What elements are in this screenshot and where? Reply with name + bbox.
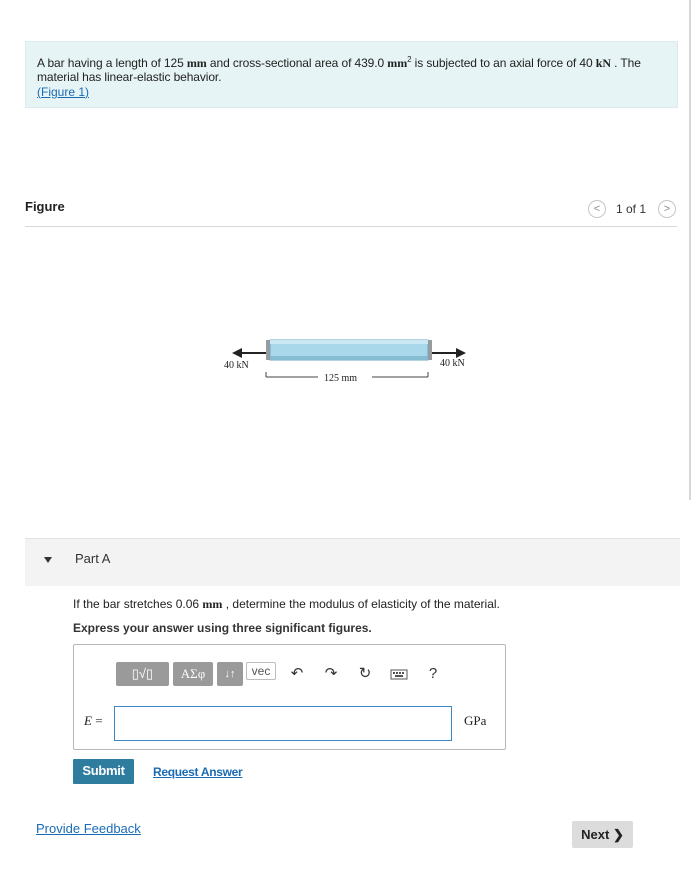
- undo-icon[interactable]: ↶: [290, 665, 304, 682]
- right-arrowhead: [456, 348, 466, 358]
- answer-input[interactable]: [114, 706, 452, 741]
- greek-symbols-button[interactable]: [173, 662, 213, 686]
- unit-mm: mm: [186, 56, 207, 70]
- reset-icon[interactable]: ↻: [358, 665, 372, 682]
- problem-text: [37, 53, 666, 84]
- question-unit: mm: [202, 597, 223, 611]
- answer-box: [73, 644, 506, 750]
- variable-e: E: [84, 713, 92, 728]
- right-force-label: 40 kN: [440, 358, 465, 369]
- chevron-left-icon: <: [593, 203, 601, 215]
- left-force-label: 40 kN: [224, 360, 249, 371]
- arrows-button[interactable]: [217, 662, 243, 686]
- prev-figure-button[interactable]: [588, 200, 606, 218]
- problem-text-part: A bar having a length of 125: [37, 56, 187, 70]
- superscript-2: 2: [407, 55, 412, 64]
- part-title: Part A: [75, 551, 111, 566]
- next-button[interactable]: [572, 821, 633, 848]
- templates-button[interactable]: [116, 662, 169, 686]
- length-label: 125 mm: [324, 373, 358, 384]
- problem-text-part: material has linear-elastic behavior.: [37, 69, 222, 84]
- next-figure-button[interactable]: [658, 200, 676, 218]
- problem-text-part: and cross-sectional area of 439.0: [206, 56, 388, 70]
- collapse-triangle-icon[interactable]: [44, 557, 52, 563]
- templates-icon: ▯√▯: [131, 666, 154, 681]
- keyboard-icon[interactable]: [390, 664, 408, 684]
- provide-feedback-link[interactable]: Provide Feedback: [36, 821, 141, 836]
- redo-icon[interactable]: ↷: [324, 665, 338, 682]
- bar-top-face: [270, 340, 428, 344]
- figure-count: 1 of 1: [616, 202, 647, 216]
- next-label: Next: [581, 827, 610, 842]
- paren-close: ): [85, 85, 90, 99]
- help-icon[interactable]: ?: [428, 665, 438, 682]
- paren-open: (: [37, 85, 41, 99]
- figure-header: [25, 197, 677, 227]
- unit-mm2: mm: [387, 56, 408, 70]
- chevron-right-icon: >: [663, 203, 671, 215]
- unit-kn: kN: [595, 56, 611, 70]
- vec-button[interactable]: [246, 662, 276, 680]
- submit-button[interactable]: Submit: [73, 759, 134, 784]
- bar-bottom-face: [270, 356, 428, 360]
- vec-label: vec: [251, 664, 271, 678]
- problem-text-part: is subjected to an axial force of 40: [411, 56, 596, 70]
- bar-diagram: [200, 330, 500, 390]
- question-part: , determine the modulus of elasticity of the material.: [222, 597, 500, 611]
- question-text: [73, 597, 500, 612]
- problem-text-part: . The: [610, 56, 641, 70]
- problem-statement: [25, 41, 678, 108]
- request-answer-link[interactable]: Request Answer: [153, 765, 243, 779]
- left-arrowhead: [232, 348, 242, 358]
- figure-link[interactable]: [37, 85, 89, 99]
- part-a-header[interactable]: [25, 538, 680, 586]
- arrows-icon: ↓↑: [224, 668, 236, 680]
- instruction-text: Express your answer using three significant figures.: [73, 621, 372, 635]
- answer-unit: GPa: [464, 713, 487, 728]
- chevron-right-icon: ❯: [612, 827, 624, 842]
- question-part: If the bar stretches 0.06: [73, 597, 203, 611]
- left-end-plate: [266, 340, 270, 360]
- figure-title: Figure: [25, 199, 65, 214]
- scrollbar-edge: [689, 0, 691, 500]
- figure-link-label[interactable]: Figure 1: [41, 85, 86, 99]
- equals-sign: =: [91, 713, 103, 728]
- greek-icon: ΑΣφ: [180, 666, 206, 681]
- answer-variable: [84, 713, 103, 729]
- right-end-plate: [428, 340, 432, 360]
